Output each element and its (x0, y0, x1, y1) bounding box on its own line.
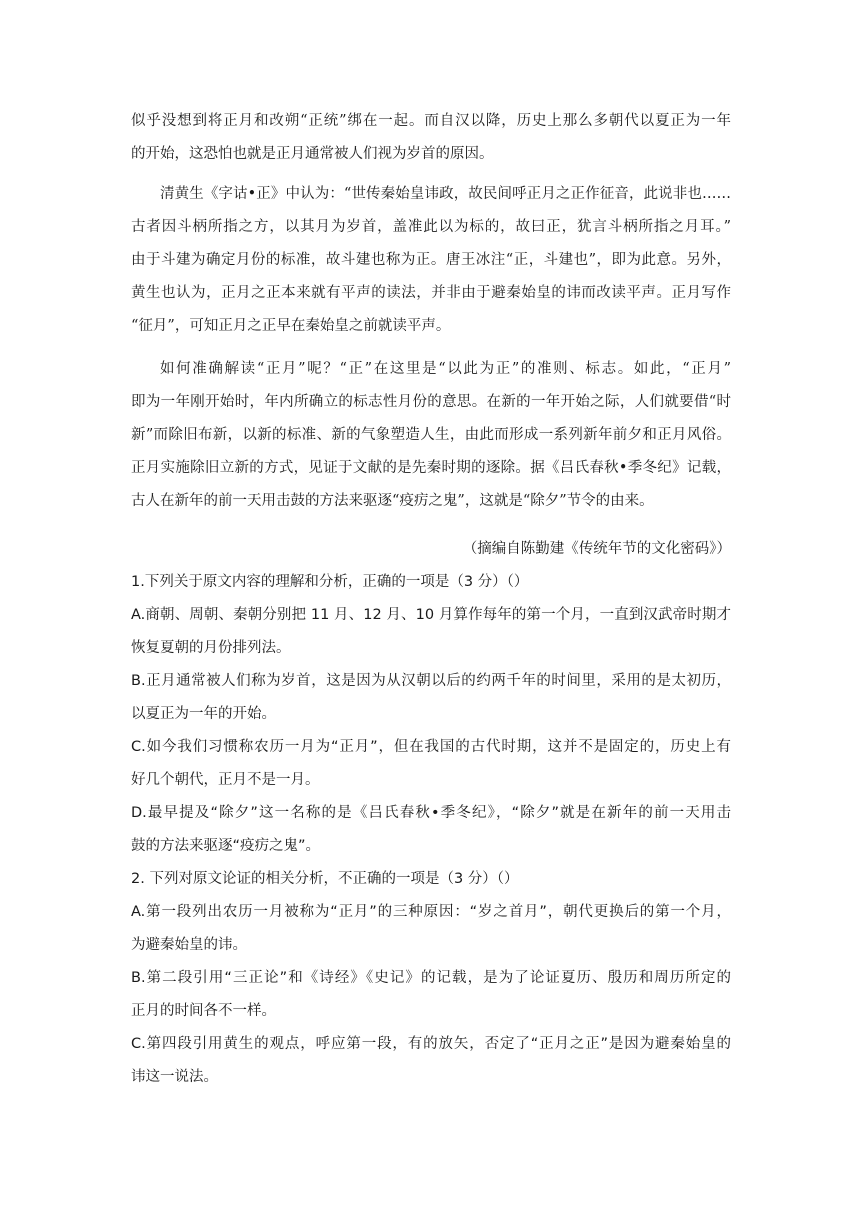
source-citation: （摘编自陈勤建《传统年节的文化密码》） (462, 541, 731, 557)
text-line: 清黄生《字诂•正》中认为：“世传秦始皇讳政，故民间呼正月之正作征音，此说非也…… (160, 186, 731, 202)
option-b-cont: 以夏正为一年的开始。 (131, 706, 276, 722)
option-b: B.第二段引用“三正论”和《诗经》《史记》的记载，是为了论证夏历、殷历和周历所定的 (131, 970, 731, 986)
passage-source (131, 533, 731, 566)
option-c: C.如今我们习惯称农历一月为“正月”，但在我国的古代时期，这并不是固定的，历史上有 (131, 739, 731, 755)
option-c-cont: 好几个朝代，正月不是一月。 (131, 772, 320, 788)
question-stem: 1.下列关于原文内容的理解和分析，正确的一项是（3 分）（） (131, 574, 529, 590)
option-a: A.第一段列出农历一月被称为“正月”的三种原因：“岁之首月”，朝代更换后的第一个月， (131, 904, 731, 920)
option-c: C.第四段引用黄生的观点，呼应第一段，有的放矢，否定了“正月之正”是因为避秦始皇的 (131, 1036, 731, 1052)
text-line: 似乎没想到将正月和改朔“正统”绑在一起。而自汉以降，历史上那么多朝代以夏正为一年 (131, 113, 731, 129)
text-line: 如何准确解读“正月”呢？“正”在这里是“以此为正”的准则、标志。如此，“正月” (160, 361, 731, 377)
text-line: 黄生也认为，正月之正本来就有平声的读法，并非由于避秦始皇的讳而改读平声。正月写作 (131, 285, 731, 301)
text-line: 古者因斗柄所指之方，以其月为岁首，盖准此以为标的，故曰正，犹言斗柄所指之月耳。” (131, 219, 731, 235)
option-a-cont: 为避秦始皇的讳。 (131, 937, 247, 953)
text-line: 由于斗建为确定月份的标准，故斗建也称为正。唐王冰注“正，斗建也”，即为此意。另外， (131, 252, 731, 268)
text-line: 古人在新年的前一天用击鼓的方法来驱逐“疫疠之鬼”，这就是“除夕”节令的由来。 (131, 493, 654, 509)
passage-paragraph-2 (131, 178, 731, 343)
option-d: D.最早提及“除夕”这一名称的是《吕氏春秋•季冬纪》，“除夕”就是在新年的前一天用击 (131, 805, 731, 821)
option-b-cont: 正月的时间各不一样。 (131, 1003, 276, 1019)
text-line: 的开始，这恐怕也就是正月通常被人们视为岁首的原因。 (131, 146, 494, 162)
question-stem: 2. 下列对原文论证的相关分析，不正确的一项是（3 分）（） (131, 871, 519, 887)
option-c-cont: 讳这一说法。 (131, 1069, 218, 1085)
option-b: B.正月通常被人们称为岁首，这是因为从汉朝以后的约两千年的时间里，采用的是太初历， (131, 673, 731, 689)
text-line: “征月”，可知正月之正早在秦始皇之前就读平声。 (131, 318, 451, 334)
text-line: 新”而除旧布新，以新的标准、新的气象塑造人生，由此而形成一系列新年前夕和正月风俗。 (131, 427, 731, 443)
question-1 (131, 566, 731, 863)
passage-paragraph-1 (131, 105, 731, 171)
option-a-cont: 恢复夏朝的月份排列法。 (131, 640, 291, 656)
option-d-cont: 鼓的方法来驱逐“疫疠之鬼”。 (131, 838, 321, 854)
passage-paragraph-3 (131, 353, 731, 518)
option-a: A.商朝、周朝、秦朝分别把 11 月、12 月、10 月算作每年的第一个月，一直到汉武帝时期才 (131, 607, 731, 623)
question-2 (131, 863, 731, 1094)
text-line: 正月实施除旧立新的方式，见证于文献的是先秦时期的逐除。据《吕氏春秋•季冬纪》记载， (131, 460, 731, 476)
text-line: 即为一年刚开始时，年内所确立的标志性月份的意思。在新的一年开始之际，人们就要借“时 (131, 394, 731, 410)
